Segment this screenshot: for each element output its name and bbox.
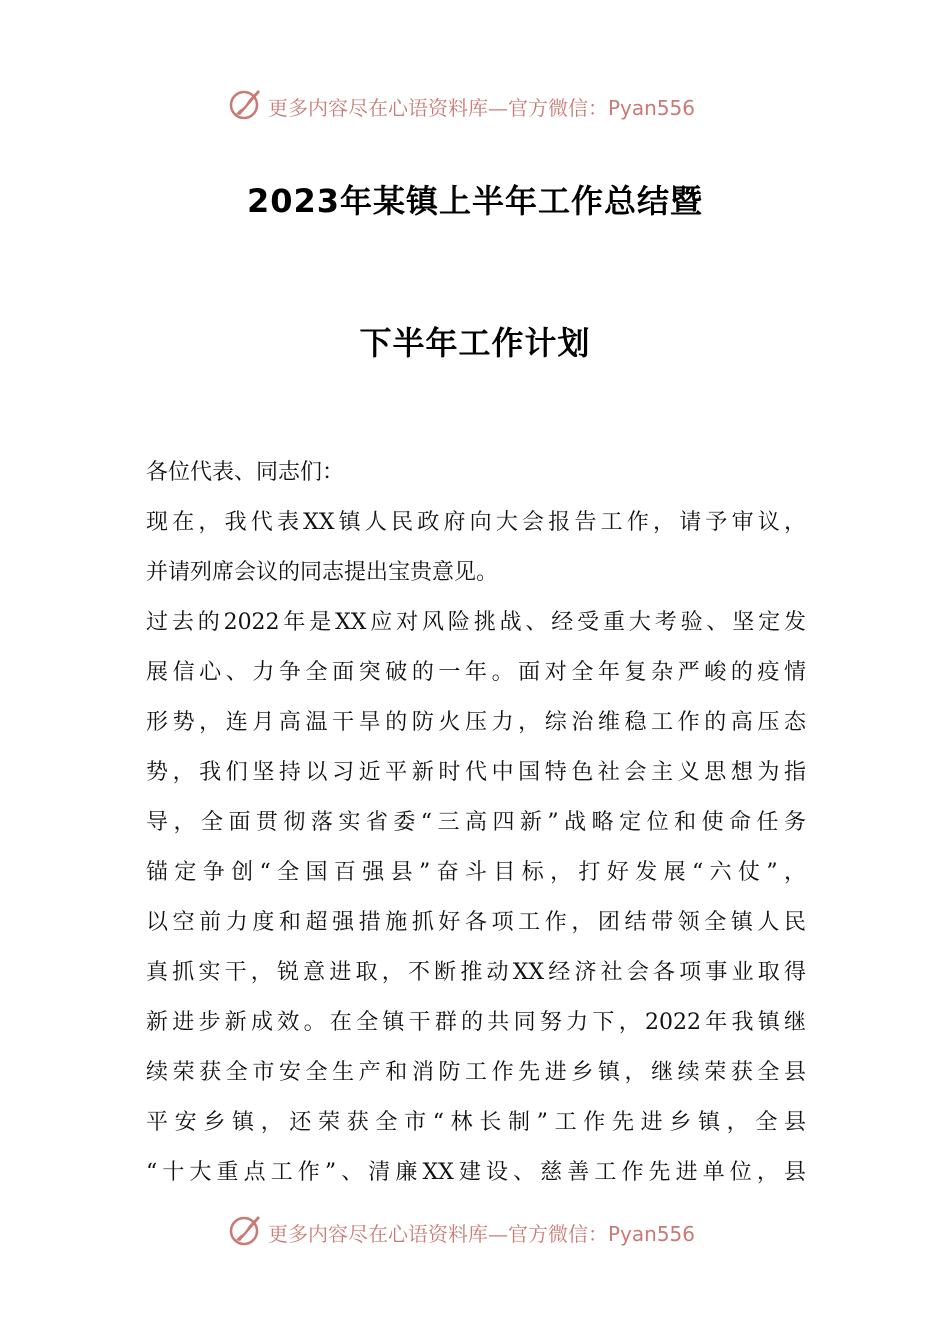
quill-logo-icon bbox=[228, 86, 264, 122]
body-line: 锚定争创“全国百强县”奋斗目标，打好发展“六仗”， bbox=[146, 860, 806, 885]
body-line: 形势，连月高温干旱的防火压力，综治维稳工作的高压态 bbox=[146, 710, 806, 735]
body-line: 展信心、力争全面突破的一年。面对全年复杂严峻的疫情 bbox=[146, 660, 806, 685]
quill-logo-icon bbox=[228, 1212, 264, 1248]
body-line: 真抓实干，锐意进取，不断推动XX经济社会各项事业取得 bbox=[146, 960, 806, 985]
header-watermark bbox=[0, 84, 950, 124]
document-title-line1: 2023年某镇上半年工作总结暨 bbox=[246, 182, 704, 220]
body-line: 势，我们坚持以习近平新时代中国特色社会主义思想为指 bbox=[146, 760, 806, 785]
body-line: 并请列席会议的同志提出宝贵意见。 bbox=[146, 560, 499, 585]
body-line: 各位代表、同志们： bbox=[146, 460, 345, 485]
document-body bbox=[146, 448, 806, 1198]
body-line: 现在，我代表XX镇人民政府向大会报告工作，请予审议， bbox=[146, 510, 806, 535]
body-line: 新进步新成效。在全镇干群的共同努力下，2022年我镇继 bbox=[146, 1010, 806, 1035]
wechat-id: Pyan556 bbox=[608, 1222, 696, 1246]
body-line: 导，全面贯彻落实省委“三高四新”战略定位和使命任务 bbox=[146, 810, 806, 835]
body-line: “十大重点工作”、清廉XX建设、慈善工作先进单位，县 bbox=[146, 1160, 806, 1185]
body-line: 过去的2022年是XX应对风险挑战、经受重大考验、坚定发 bbox=[146, 610, 806, 635]
document-title-line2: 下半年工作计划 bbox=[359, 324, 591, 362]
body-line: 平安乡镇，还荣获全市“林长制”工作先进乡镇，全县 bbox=[146, 1110, 806, 1135]
watermark-text: 更多内容尽在心语资料库—官方微信：Pyan556 bbox=[268, 1222, 696, 1246]
watermark-text: 更多内容尽在心语资料库—官方微信：Pyan556 bbox=[268, 96, 696, 120]
footer-watermark bbox=[0, 1210, 950, 1250]
body-line: 续荣获全市安全生产和消防工作先进乡镇，继续荣获全县 bbox=[146, 1060, 806, 1085]
body-line: 以空前力度和超强措施抓好各项工作，团结带领全镇人民 bbox=[146, 910, 806, 935]
wechat-id: Pyan556 bbox=[608, 96, 696, 120]
